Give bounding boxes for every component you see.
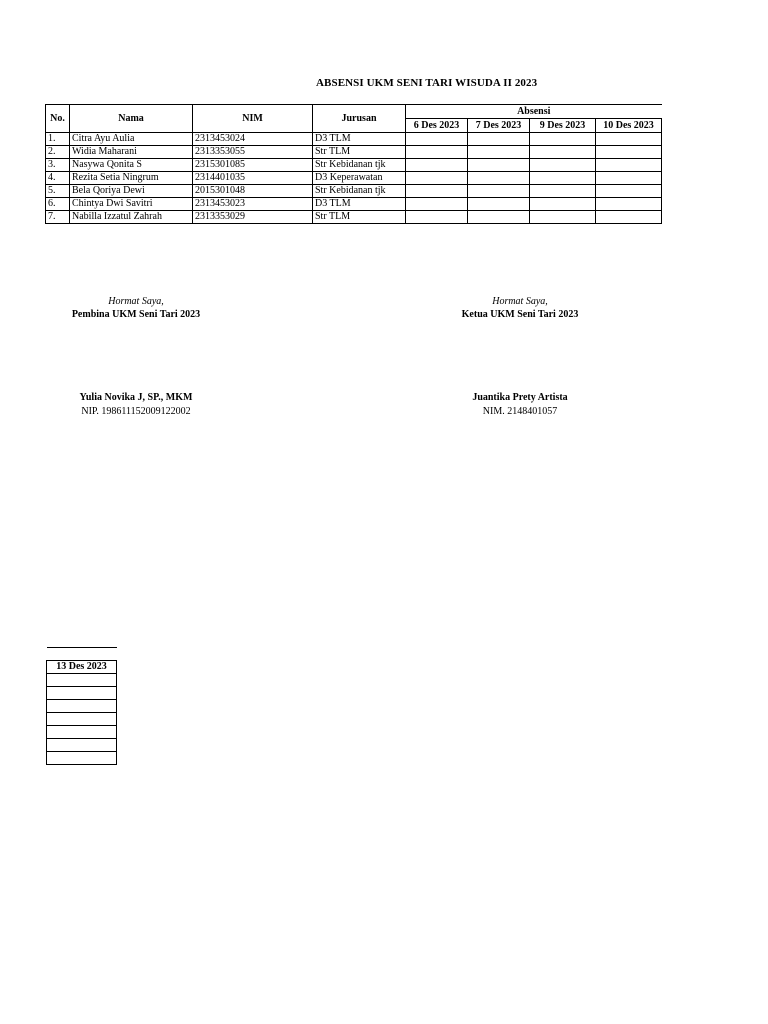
- signature-block-pembina: [50, 296, 222, 417]
- cell-nim: 2313453023: [193, 198, 313, 211]
- header-date: 9 Des 2023: [530, 119, 596, 133]
- cell-jurusan: Str TLM: [313, 211, 406, 224]
- signature-name: Juantika Prety Artista: [472, 392, 568, 403]
- header-date: 6 Des 2023: [406, 119, 468, 133]
- cell-attendance: [468, 211, 530, 224]
- cell-attendance: [596, 146, 662, 159]
- header-no: No.: [46, 105, 70, 133]
- cell-attendance: [406, 159, 468, 172]
- cell-nim: 2315301085: [193, 159, 313, 172]
- signature-role: Pembina UKM Seni Tari 2023: [71, 309, 201, 320]
- cell-attendance: [47, 752, 117, 765]
- cell-attendance: [47, 700, 117, 713]
- table-row: [46, 146, 662, 159]
- header-nama: Nama: [70, 105, 193, 133]
- cell-no: 3.: [46, 159, 70, 172]
- cell-no: 4.: [46, 172, 70, 185]
- table-row: [46, 172, 662, 185]
- signature-name: Yulia Novika J, SP., MKM: [79, 392, 193, 403]
- table-row: [46, 185, 662, 198]
- cell-no: 1.: [46, 133, 70, 146]
- cell-attendance: [530, 198, 596, 211]
- cell-attendance: [468, 185, 530, 198]
- cell-no: 6.: [46, 198, 70, 211]
- cell-no: 7.: [46, 211, 70, 224]
- cell-attendance: [406, 185, 468, 198]
- cell-attendance: [596, 159, 662, 172]
- extra-attendance-table: [46, 647, 117, 765]
- cell-jurusan: D3 TLM: [313, 198, 406, 211]
- cell-attendance: [596, 211, 662, 224]
- cell-no: 2.: [46, 146, 70, 159]
- table-row: [46, 198, 662, 211]
- header-date: 7 Des 2023: [468, 119, 530, 133]
- cell-attendance: [530, 185, 596, 198]
- cell-no: 5.: [46, 185, 70, 198]
- cell-attendance: [530, 211, 596, 224]
- signature-block-ketua: [440, 296, 600, 417]
- cell-jurusan: Str Kebidanan tjk: [313, 185, 406, 198]
- table-row: [46, 159, 662, 172]
- cell-jurusan: D3 TLM: [313, 133, 406, 146]
- cell-nim: 2313353055: [193, 146, 313, 159]
- signature-role: Ketua UKM Seni Tari 2023: [461, 309, 579, 320]
- header-absensi: Absensi: [406, 105, 662, 119]
- cell-nim: 2314401035: [193, 172, 313, 185]
- cell-attendance: [530, 172, 596, 185]
- attendance-table: [45, 104, 662, 224]
- header-date: 13 Des 2023: [47, 661, 117, 674]
- cell-attendance: [406, 133, 468, 146]
- header-jurusan: Jurusan: [313, 105, 406, 133]
- cell-attendance: [530, 146, 596, 159]
- cell-attendance: [468, 146, 530, 159]
- cell-jurusan: Str TLM: [313, 146, 406, 159]
- table-row: [46, 211, 662, 224]
- cell-attendance: [406, 146, 468, 159]
- cell-attendance: [596, 133, 662, 146]
- cell-nim: 2015301048: [193, 185, 313, 198]
- cell-nim: 2313453024: [193, 133, 313, 146]
- table-row: [46, 133, 662, 146]
- cell-attendance: [47, 674, 117, 687]
- cell-attendance: [47, 713, 117, 726]
- cell-jurusan: D3 Keperawatan: [313, 172, 406, 185]
- signature-id: NIP. 198611152009122002: [81, 406, 191, 417]
- cell-attendance: [468, 198, 530, 211]
- cell-nama: Nabilla Izzatul Zahrah: [70, 211, 193, 224]
- cell-attendance: [47, 726, 117, 739]
- cell-attendance: [406, 211, 468, 224]
- signature-greeting: Hormat Saya,: [108, 296, 164, 307]
- cell-attendance: [406, 172, 468, 185]
- cell-attendance: [468, 133, 530, 146]
- cell-attendance: [47, 687, 117, 700]
- header-date: 10 Des 2023: [596, 119, 662, 133]
- blank-cell: [47, 648, 117, 661]
- signature-id: NIM. 2148401057: [482, 406, 558, 417]
- cell-jurusan: Str Kebidanan tjk: [313, 159, 406, 172]
- cell-nama: Citra Ayu Aulia: [70, 133, 193, 146]
- cell-attendance: [468, 172, 530, 185]
- cell-attendance: [468, 159, 530, 172]
- cell-attendance: [596, 198, 662, 211]
- cell-attendance: [47, 739, 117, 752]
- cell-nim: 2313353029: [193, 211, 313, 224]
- cell-nama: Rezita Setia Ningrum: [70, 172, 193, 185]
- cell-attendance: [530, 159, 596, 172]
- cell-nama: Nasywa Qonita S: [70, 159, 193, 172]
- cell-attendance: [596, 172, 662, 185]
- cell-nama: Chintya Dwi Savitri: [70, 198, 193, 211]
- cell-attendance: [530, 133, 596, 146]
- signature-greeting: Hormat Saya,: [492, 296, 548, 307]
- document-title: ABSENSI UKM SENI TARI WISUDA II 2023: [316, 77, 538, 89]
- cell-nama: Bela Qoriya Dewi: [70, 185, 193, 198]
- cell-attendance: [406, 198, 468, 211]
- cell-nama: Widia Maharani: [70, 146, 193, 159]
- header-nim: NIM: [193, 105, 313, 133]
- cell-attendance: [596, 185, 662, 198]
